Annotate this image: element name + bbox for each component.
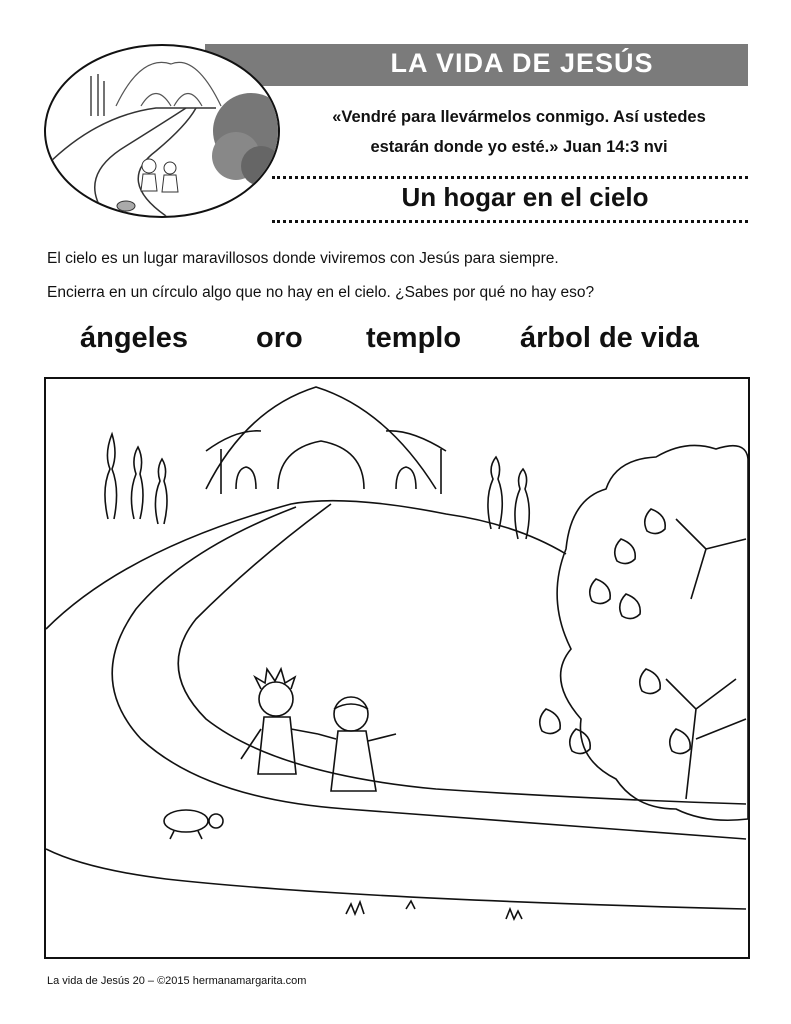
dotted-divider-top: [272, 176, 748, 179]
tree-of-life: [557, 445, 748, 820]
bible-verse: [288, 102, 750, 162]
word-option-arbol-de-vida[interactable]: árbol de vida: [520, 322, 699, 354]
lesson-title: Un hogar en el cielo: [401, 182, 649, 212]
heaven-path-oval-icon: [46, 46, 278, 216]
cypress-right: [488, 457, 502, 529]
child-boy-head: [259, 682, 293, 716]
heaven-coloring-scene: [46, 379, 748, 957]
hill: [46, 501, 566, 629]
word-option-templo[interactable]: templo: [366, 322, 462, 354]
footer-credit: La vida de Jesús 20 – ©2015 hermanamargarita.com: [47, 975, 307, 987]
instruction-line-2: Encierra en un círculo algo que no hay en el cielo. ¿Sabes por qué no hay eso?: [47, 284, 595, 301]
main-scene-frame: [44, 377, 750, 959]
word-option-angeles[interactable]: ángeles: [80, 322, 188, 354]
header-illustration: [44, 44, 280, 218]
turtle: [164, 810, 208, 832]
gate-outline: [206, 387, 436, 489]
instruction-line-1: El cielo es un lugar maravillosos donde viviremos con Jesús para siempre.: [47, 250, 559, 267]
cypress-left: [105, 434, 117, 519]
path-left-edge: [112, 507, 746, 839]
verse-line-2: estarán donde yo esté.» Juan 14:3 nvi: [370, 138, 668, 156]
word-option-oro[interactable]: oro: [256, 322, 303, 354]
dotted-divider-bottom: [272, 220, 748, 223]
path-right-edge: [178, 504, 746, 804]
child-girl-head: [334, 697, 368, 731]
series-title: LA VIDA DE JESÚS: [390, 48, 654, 78]
gate-arch-center: [278, 441, 364, 489]
verse-line-1: «Vendré para llevármelos conmigo. Así ustedes: [332, 108, 706, 126]
